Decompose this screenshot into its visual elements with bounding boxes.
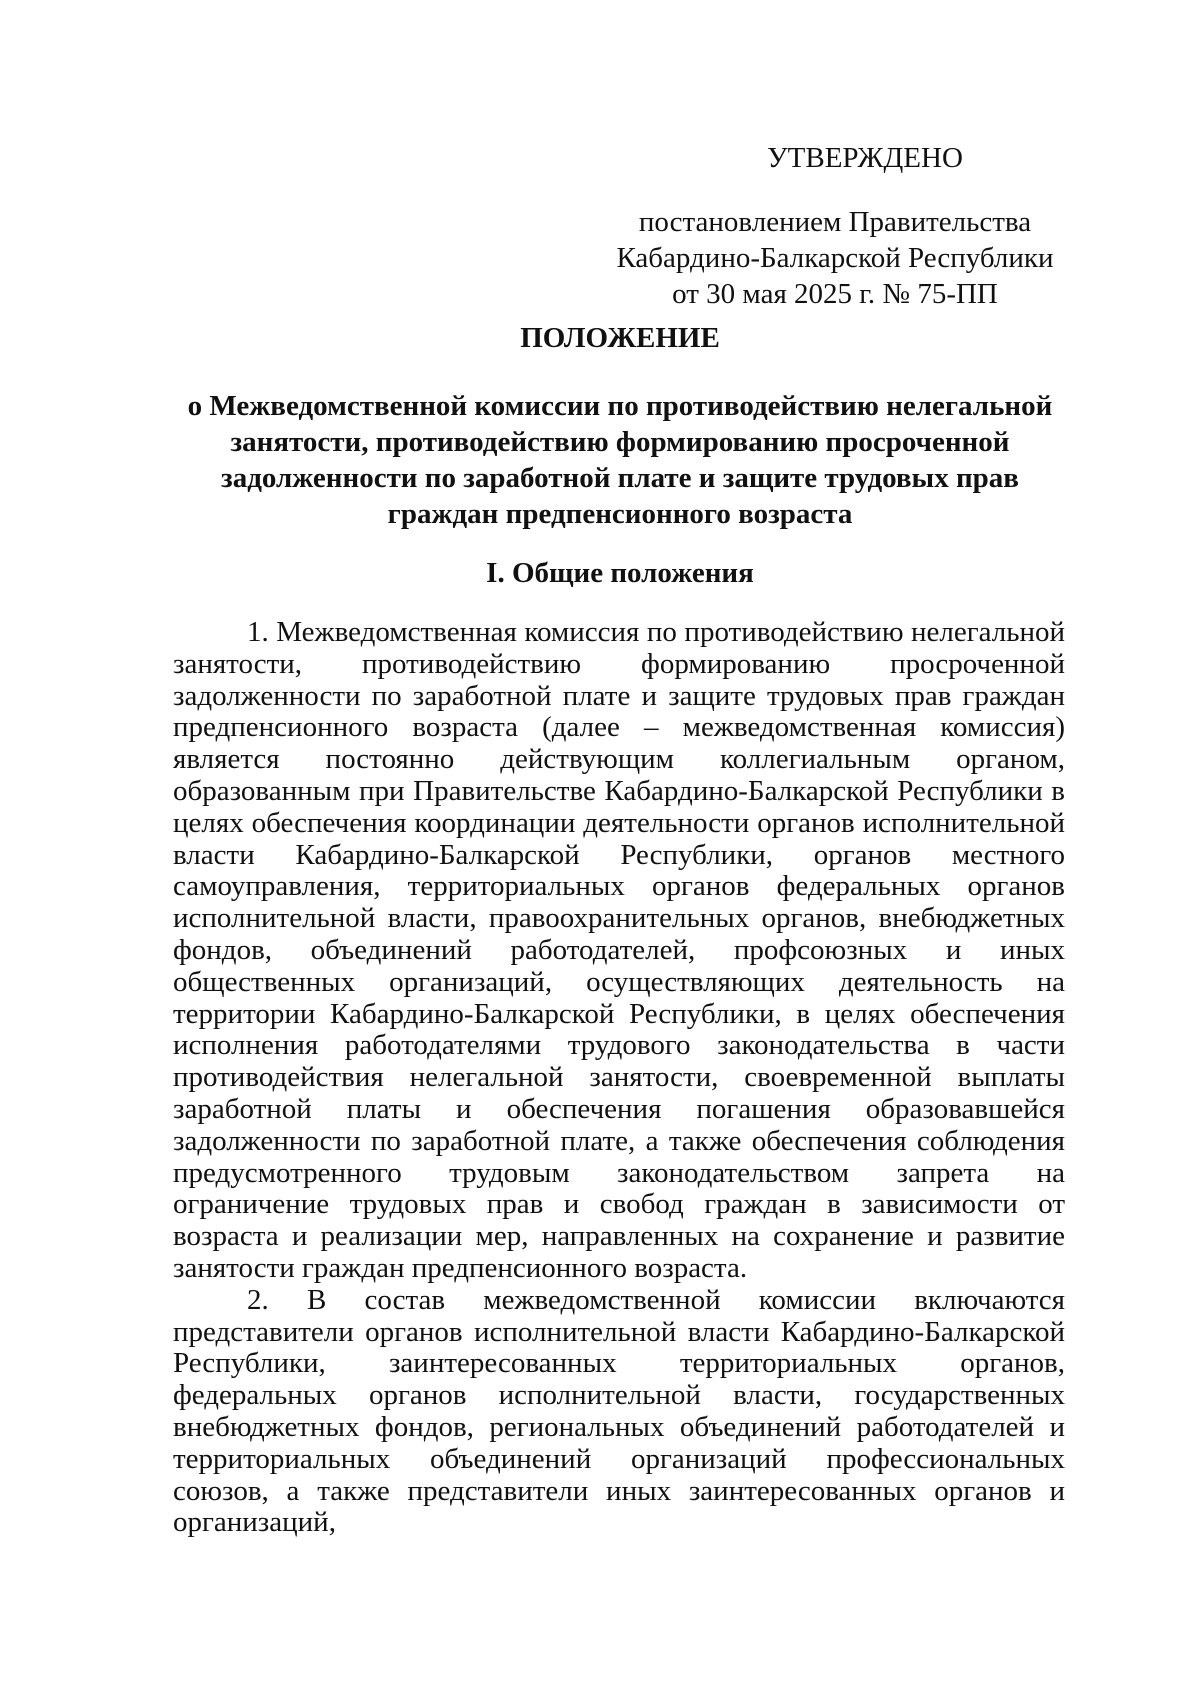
approval-line-2: Кабардино-Балкарской Республики: [616, 242, 1054, 274]
document-body: [173, 617, 1065, 1539]
paragraph-2: 2. В состав межведомственной комиссии включаются представители органов исполнительной власти Кабардино-Балкарской Республики, заинтересованных территориальных органов, федеральных органов исполнительной власти, государственных внебюджетных фондов, региональных объединений работодателей и территориальных объединений организаций профессиональных союзов, а также представители иных заинтересованных органов и организаций,: [173, 1283, 1065, 1539]
approval-line-3: от 30 мая 2025 г. № 75-ПП: [672, 278, 998, 310]
subtitle-line-4: граждан предпенсионного возраста: [387, 498, 853, 530]
section-title: I. Общие положения: [486, 557, 754, 589]
subtitle-line-3: задолженности по заработной плате и защите трудовых прав: [221, 462, 1019, 494]
subtitle-line-1: о Межведомственной комиссии по противодействию нелегальной: [187, 390, 1053, 422]
paragraph-1: 1. Межведомственная комиссия по противодействию нелегальной занятости, противодействию формированию просроченной задолженности по заработной плате и защите трудовых прав граждан предпенсионного возраста (далее – межведомственная комиссия) является постоянно действующим коллегиальным органом, образованным при Правительстве Кабардино-Балкарской Республики в целях обеспечения координации деятельности органов исполнительной власти Кабардино-Балкарской Республики, органов местного самоуправления, территориальных органов федеральных органов исполнительной власти, правоохранительных органов, внебюджетных фондов, объединений работодателей, профсоюзных и иных общественных организаций, осуществляющих деятельность на территории Кабардино-Балкарской Республики, в целях обеспечения исполнения работодателями трудового законодательства в части противодействия нелегальной занятости, своевременной выплаты заработной платы и обеспечения погашения образовавшейся задолженности по заработной плате, а также обеспечения соблюдения предусмотренного трудовым законодательством запрета на ограничение трудовых прав и свобод граждан в зависимости от возраста и реализации мер, направленных на сохранение и развитие занятости граждан предпенсионного возраста.: [173, 616, 1065, 1284]
document-subtitle: [170, 388, 1070, 532]
subtitle-line-2: занятости, противодействию формированию просроченной: [230, 426, 1010, 458]
approval-block: [600, 140, 1070, 312]
approval-title: УТВЕРЖДЕНО: [767, 142, 963, 174]
document-title: ПОЛОЖЕНИЕ: [520, 322, 720, 354]
approval-line-1: постановлением Правительства: [638, 206, 1032, 238]
